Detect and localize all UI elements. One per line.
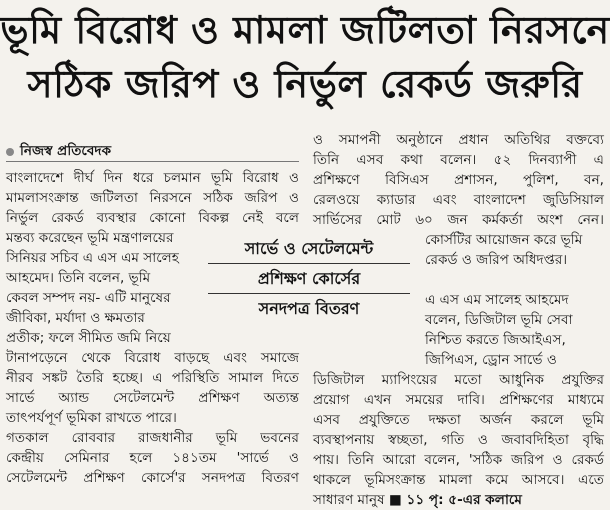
left-line: টানাপড়েনে থেকে বিরোধ বাড়ছে এবং সমাজে (6, 350, 299, 366)
left-line: প্রতীক; ফলে সীমিত জমি নিয়ে (6, 330, 171, 346)
headline-line-2: সঠিক জরিপ ও নির্ভুল রেকর্ড জরুরি (27, 62, 583, 106)
byline-text: নিজস্ব প্রতিবেদক (20, 143, 112, 159)
left-line: সিনিয়র সচিব এ এস এম সালেহ (6, 250, 179, 266)
left-line: মামলাসংক্রান্ত জটিলতা নিরসনে সঠিক জরিপ ও (6, 190, 299, 206)
right-line: প্রশিক্ষণে বিসিএস প্রশাসন, পুলিশ, বন, (313, 172, 604, 188)
byline-divider (6, 161, 299, 162)
right-line: সার্ভিসের মোট ৬০ জন কর্মকর্তা অংশ নেন। (313, 212, 604, 228)
subhead-divider (208, 293, 410, 294)
right-line: সাধারণ মানুষ (313, 492, 385, 508)
right-line: এ এস এম সালেহ আহমেদ (425, 292, 569, 308)
subhead-line-3: সনদপত্র বিতরণ (258, 299, 360, 318)
right-line: নিশ্চিত করতে জিআইএস, (425, 332, 566, 348)
right-line: রেকর্ড ও জরিপ অধিদপ্তর। (425, 252, 568, 268)
continuation-marker: ■ (388, 492, 407, 508)
right-line: ব্যবস্থাপনায় স্বচ্ছতা, গতি ও জবাবদিহিতা বৃদ্ধি (313, 432, 604, 448)
left-line: গতকাল রোববার রাজধানীর ভূমি ভবনের (6, 430, 299, 446)
left-line: সার্ভে অ্যান্ড সেটেলমেন্ট প্রশিক্ষণ অত্যন্ত (6, 390, 299, 406)
right-line: জিপিএস, ড্রোন সার্ভে ও (425, 352, 557, 368)
right-line: থাকলে ভূমিসংক্রান্ত মামলা কমে আসবে। এতে (313, 472, 604, 488)
left-line: আহমেদ। তিনি বলেন, ভূমি (6, 270, 151, 286)
bullet-icon (6, 148, 14, 156)
subhead-line-1: সার্ভে ও সেটেলমেন্ট (244, 239, 374, 258)
right-line: ডিজিটাল ম্যাপিংয়ের মতো আধুনিক প্রযুক্তির (313, 372, 604, 388)
subhead-divider (208, 263, 410, 264)
right-line-last (313, 490, 604, 510)
right-line: কোর্সটির আয়োজন করে ভূমি (425, 232, 583, 248)
right-line: এসব প্রযুক্তিতে দক্ষতা অর্জন করলে ভূমি (313, 412, 604, 428)
left-line: সেটেলমেন্ট প্রশিক্ষণ কোর্সে'র সনদপত্র বিতরণ (6, 470, 299, 486)
continuation-note: ১১ পৃ: ৫-এর কলামে (406, 492, 522, 508)
right-line: পায়। তিনি আরো বলেন, 'সঠিক জরিপ ও রেকর্ড (313, 452, 604, 468)
subhead-line-2: প্রশিক্ষণ কোর্সের (257, 269, 361, 288)
right-line: ও সমাপনী অনুষ্ঠানে প্রধান অতিথির বক্তব্যে (313, 132, 604, 148)
right-line: বলেন, ডিজিটাল ভূমি সেবা (425, 312, 573, 328)
right-line: প্রয়োগ এখন সময়ের দাবি। প্রশিক্ষণের মাধ্যমে (313, 392, 604, 408)
byline (6, 140, 111, 163)
headline-line-1: ভূমি বিরোধ ও মামলা জটিলতা নিরসনে (0, 8, 610, 52)
left-line: বাংলাদেশে দীর্ঘ দিন ধরে চলমান ভূমি বিরোধ ও (6, 170, 299, 186)
right-line: রেলওয়ে ক্যাডার এবং বাংলাদেশ জুডিসিয়াল (313, 192, 604, 208)
left-line: নীরব সঙ্কট তৈরি হচ্ছে। এ পরিস্থিতি সামাল দিতে (6, 370, 299, 386)
left-line: মন্তব্য করেছেন ভূমি মন্ত্রণালয়ের (6, 230, 174, 246)
left-line: নির্ভুল রেকর্ড ব্যবস্থার কোনো বিকল্প নেই বলে (6, 210, 299, 226)
left-line: কেন্দ্রীয় সেমিনার হলে ১৪১তম 'সার্ভে ও (6, 450, 299, 466)
right-line: তিনি এসব কথা বলেন। ৫২ দিনব্যাপী এ (313, 152, 604, 168)
left-line: কেবল সম্পদ নয়- এটি মানুষের (6, 290, 171, 306)
left-column (6, 168, 299, 488)
left-line: তাৎপর্যপূর্ণ ভূমিকা রাখতে পারে। (6, 410, 177, 426)
left-line: জীবিকা, মর্যাদা ও ক্ষমতার (6, 310, 145, 326)
subhead-box (198, 236, 420, 321)
